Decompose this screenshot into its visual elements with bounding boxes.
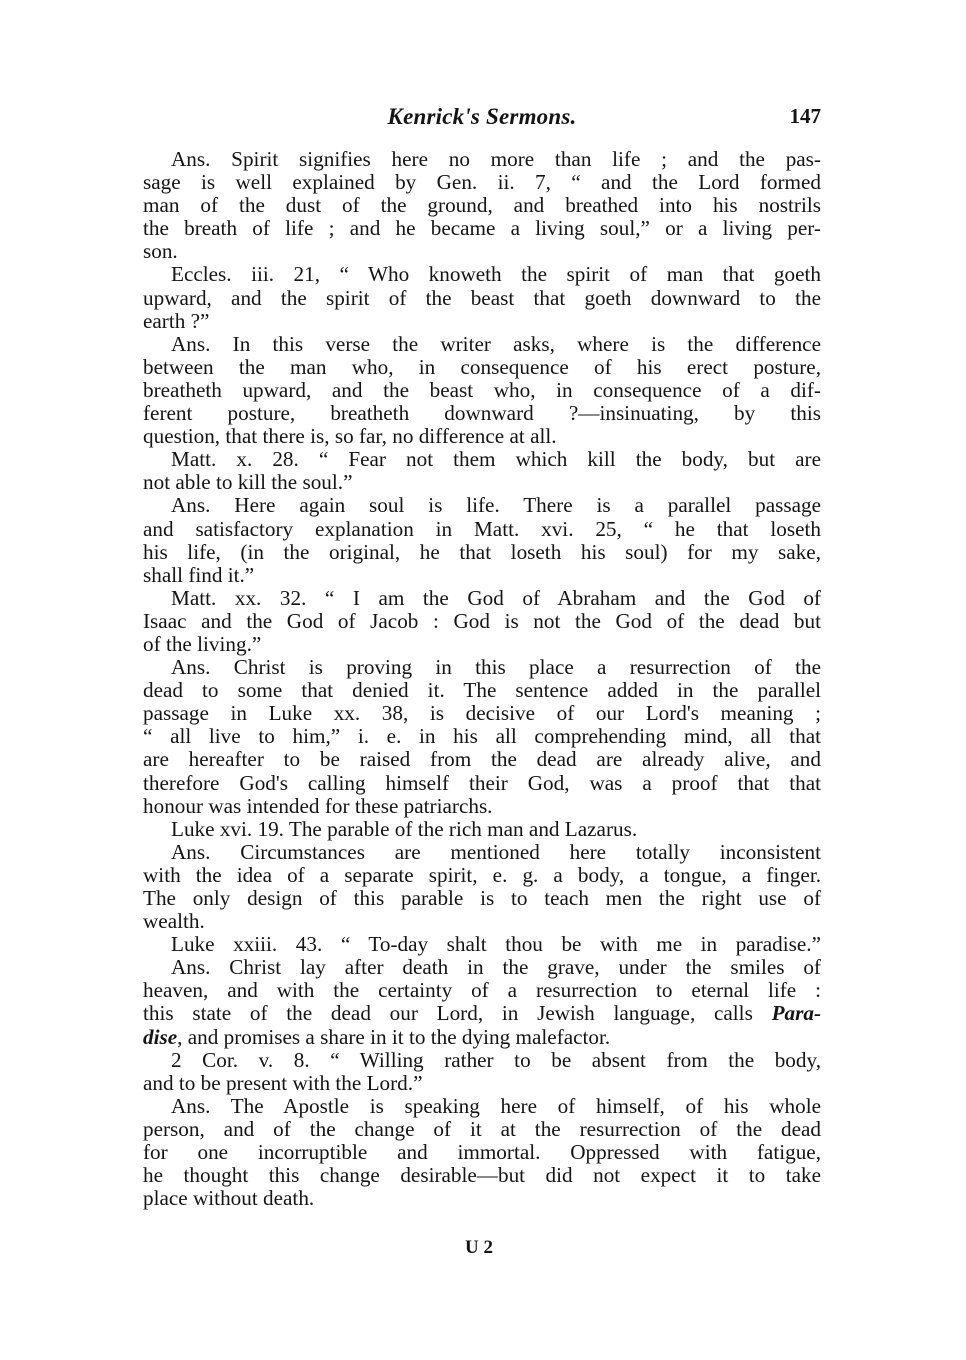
paragraph-ans-spirit	[143, 148, 821, 263]
text-line: Ans. Circumstances are mentioned here totally inconsistent	[171, 839, 821, 864]
scripture-citation-line: Matt. x. 28. “ Fear not them which kill the body, but are	[171, 447, 821, 472]
text-line: passage in Luke xx. 38, is decisive of our Lord's meaning ;	[143, 701, 821, 726]
text-line: heaven, and with the certainty of a resurrection to eternal life :	[143, 978, 821, 1003]
text-line: and satisfactory explanation in Matt. xvi. 25, “ he that loseth	[143, 516, 821, 541]
text-line: are hereafter to be raised from the dead are already alive, and	[143, 747, 821, 772]
text-line: dead to some that denied it. The sentence added in the parallel	[143, 678, 821, 703]
paragraph-ans-matt-x	[143, 494, 821, 586]
paragraph-luke-xxiii-43	[143, 933, 821, 956]
paragraph-ans-luke-xxiii	[143, 956, 821, 1048]
paragraph-matt-xx-32	[143, 587, 821, 656]
running-head	[143, 104, 821, 134]
text-line: Ans. Here again soul is life. There is a parallel passage	[171, 493, 821, 518]
text-line: sage is well explained by Gen. ii. 7, “ and the Lord formed	[143, 170, 821, 195]
running-title: Kenrick's Sermons.	[387, 104, 577, 129]
text-line: honour was intended for these patriarchs.	[143, 793, 493, 818]
text-line: wealth.	[143, 909, 205, 934]
text-line: his life, (in the original, he that loseth his soul) for my sake,	[143, 539, 821, 564]
scripture-citation-line: Luke xvi. 19. The parable of the rich man and Lazarus.	[171, 816, 638, 841]
scripture-citation-line: Matt. xx. 32. “ I am the God of Abraham and the God of	[171, 585, 821, 610]
text-line-with-italic	[143, 1002, 821, 1025]
text-line: upward, and the spirit of the beast that goeth downward to the	[143, 285, 821, 310]
text-line: and to be present with the Lord.”	[143, 1070, 423, 1095]
paragraph-ans-luke-xvi	[143, 841, 821, 933]
paragraph-eccles	[143, 263, 821, 332]
text-line: therefore God's calling himself their God, was a proof that that	[143, 770, 821, 795]
italic-word-paradise-part2: dise	[143, 1024, 178, 1049]
body-text	[143, 148, 821, 1210]
text-line: “ all live to him,” i. e. in his all comprehending mind, all that	[143, 724, 821, 749]
paragraph-luke-xvi-19	[143, 818, 821, 841]
text-line: Ans. Christ is proving in this place a resurrection of the	[171, 655, 821, 680]
text-line: son.	[143, 239, 178, 264]
text-line: the breath of life ; and he became a living soul,” or a living per-	[143, 216, 821, 241]
text-line: man of the dust of the ground, and breathed into his nostrils	[143, 193, 821, 218]
text-line: Ans. The Apostle is speaking here of himself, of his whole	[171, 1093, 821, 1118]
text-line: for one incorruptible and immortal. Oppressed with fatigue,	[143, 1140, 821, 1165]
text-line: breatheth upward, and the beast who, in consequence of a dif-	[143, 377, 821, 402]
text-fragment: this state of the dead our Lord, in Jewish language, calls	[143, 1001, 772, 1026]
text-line: not able to kill the soul.”	[143, 470, 353, 495]
text-line: between the man who, in consequence of his erect posture,	[143, 354, 821, 379]
signature-mark-text: U 2	[465, 1237, 493, 1258]
text-line: person, and of the change of it at the resurrection of the dead	[143, 1116, 821, 1141]
text-fragment: , and promises a share in it to the dying malefactor.	[177, 1024, 611, 1049]
text-line: with the idea of a separate spirit, e. g. a body, a tongue, a finger.	[143, 862, 821, 887]
text-line: Ans. Spirit signifies here no more than life ; and the pas-	[171, 147, 821, 171]
signature-mark	[0, 1237, 966, 1259]
scripture-citation-line: Eccles. iii. 21, “ Who knoweth the spirit of man that goeth	[171, 262, 821, 287]
scripture-citation-line: Luke xxiii. 43. “ To-day shalt thou be with me in paradise.”	[171, 932, 821, 957]
paragraph-matt-x-28	[143, 448, 821, 494]
text-line: Ans. Christ lay after death in the grave, under the smiles of	[171, 955, 821, 980]
italic-word-paradise-part1: Para-	[771, 1001, 821, 1026]
text-line: he thought this change desirable—but did not expect it to take	[143, 1163, 821, 1188]
text-line: shall find it.”	[143, 562, 255, 587]
text-line: of the living.”	[143, 631, 262, 656]
text-line: Ans. In this verse the writer asks, where is the difference	[171, 331, 821, 356]
text-line: The only design of this parable is to teach men the right use of	[143, 886, 821, 910]
paragraph-ans-eccles	[143, 333, 821, 448]
text-line-with-italic	[143, 1026, 821, 1049]
paragraph-ans-2-cor	[143, 1095, 821, 1210]
text-line: question, that there is, so far, no difference at all.	[143, 424, 557, 449]
paragraph-ans-matt-xx	[143, 656, 821, 818]
text-line: earth ?”	[143, 308, 210, 333]
page-number: 147	[789, 104, 821, 128]
text-line: Isaac and the God of Jacob : God is not the God of the dead but	[143, 608, 821, 633]
text-line: place without death.	[143, 1186, 315, 1211]
paragraph-2-cor-v-8	[143, 1049, 821, 1095]
text-line: ferent posture, breatheth downward ?—insinuating, by this	[143, 401, 821, 426]
scripture-citation-line: 2 Cor. v. 8. “ Willing rather to be absent from the body,	[171, 1047, 821, 1072]
